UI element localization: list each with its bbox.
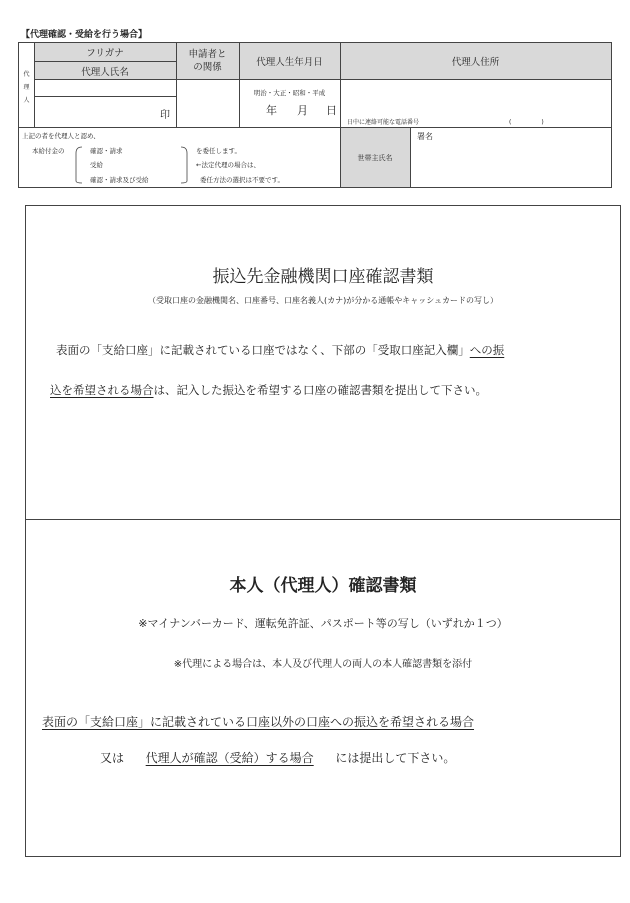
proxy-name-header: 代理人氏名 — [81, 66, 129, 78]
furigana-field[interactable] — [34, 80, 176, 96]
phone-field[interactable]: ( ) — [509, 119, 544, 126]
id-document-box — [25, 519, 621, 857]
option-confirm-request-receive[interactable]: 確認・請求及び受給 — [90, 176, 149, 184]
furigana-header: フリガナ — [86, 48, 124, 59]
relation-field[interactable] — [176, 80, 239, 127]
phone-label: 日中に連絡可能な電話番号 — [347, 119, 420, 126]
id-box-note1: ※マイナンバーカード、運転免許証、パスポート等の写し（いずれか１つ） — [138, 617, 508, 630]
address-header: 代理人住所 — [451, 57, 500, 68]
bank-box-line1: 表面の「支給口座」に記載されている口座ではなく、下部の「受取口座記入欄」への振 — [56, 343, 505, 357]
signature-field[interactable] — [411, 128, 611, 187]
proxy-name-field[interactable] — [34, 97, 176, 127]
left-brace-icon — [72, 145, 84, 185]
id-box-line2: 又は 代理人が確認（受給）する場合 には提出して下さい。 — [100, 751, 456, 765]
proxy-side-label: 代 理 人 — [23, 71, 30, 104]
seal-mark: 印 — [160, 110, 170, 121]
delegation-statement: 上記の者を代理人と認め、 本給付金の 確認・請求 受給 確認・請求及び受給 を委任します。 ←法定代理の場合は、 委任方法の選択は不要です。 — [22, 132, 284, 184]
bank-box-line2: 込を希望される場合は、記入した振込を希望する口座の確認書類を提出して下さい。 — [50, 383, 487, 397]
bank-box-title: 振込先金融機関口座確認書類 — [212, 267, 434, 287]
section-title: 【代理確認・受給を行う場合】 — [21, 30, 148, 40]
household-head-header: 世帯主氏名 — [357, 153, 393, 162]
birthdate-header: 代理人生年月日 — [256, 57, 323, 68]
option-receive[interactable]: 受給 — [90, 161, 103, 169]
id-box-note2: ※代理による場合は、本人及び代理人の両人の本人確認書類を添付 — [173, 659, 473, 670]
bank-document-box — [25, 205, 621, 520]
birthdate-field[interactable]: 明治・大正・昭和・平成 年 月 日 — [239, 80, 340, 127]
legal-note: ←法定代理の場合は、 — [196, 161, 260, 169]
relation-header: 申請者と の関係 — [188, 49, 227, 73]
right-brace-icon — [179, 145, 191, 185]
option-confirm-request[interactable]: 確認・請求 — [90, 147, 123, 155]
id-box-title: 本人（代理人）確認書類 — [229, 576, 417, 596]
bank-box-subtitle: （受取口座の金融機関名、口座番号、口座名義人(カナ)が分かる通帳やキャッシュカードの写し） — [147, 296, 499, 305]
era-options: 明治・大正・昭和・平成 — [253, 89, 326, 97]
id-box-line1: 表面の「支給口座」に記載されている口座以外の口座への振込を希望される場合 — [42, 715, 475, 729]
signature-label: 署名 — [417, 132, 433, 141]
address-field[interactable] — [340, 80, 611, 127]
